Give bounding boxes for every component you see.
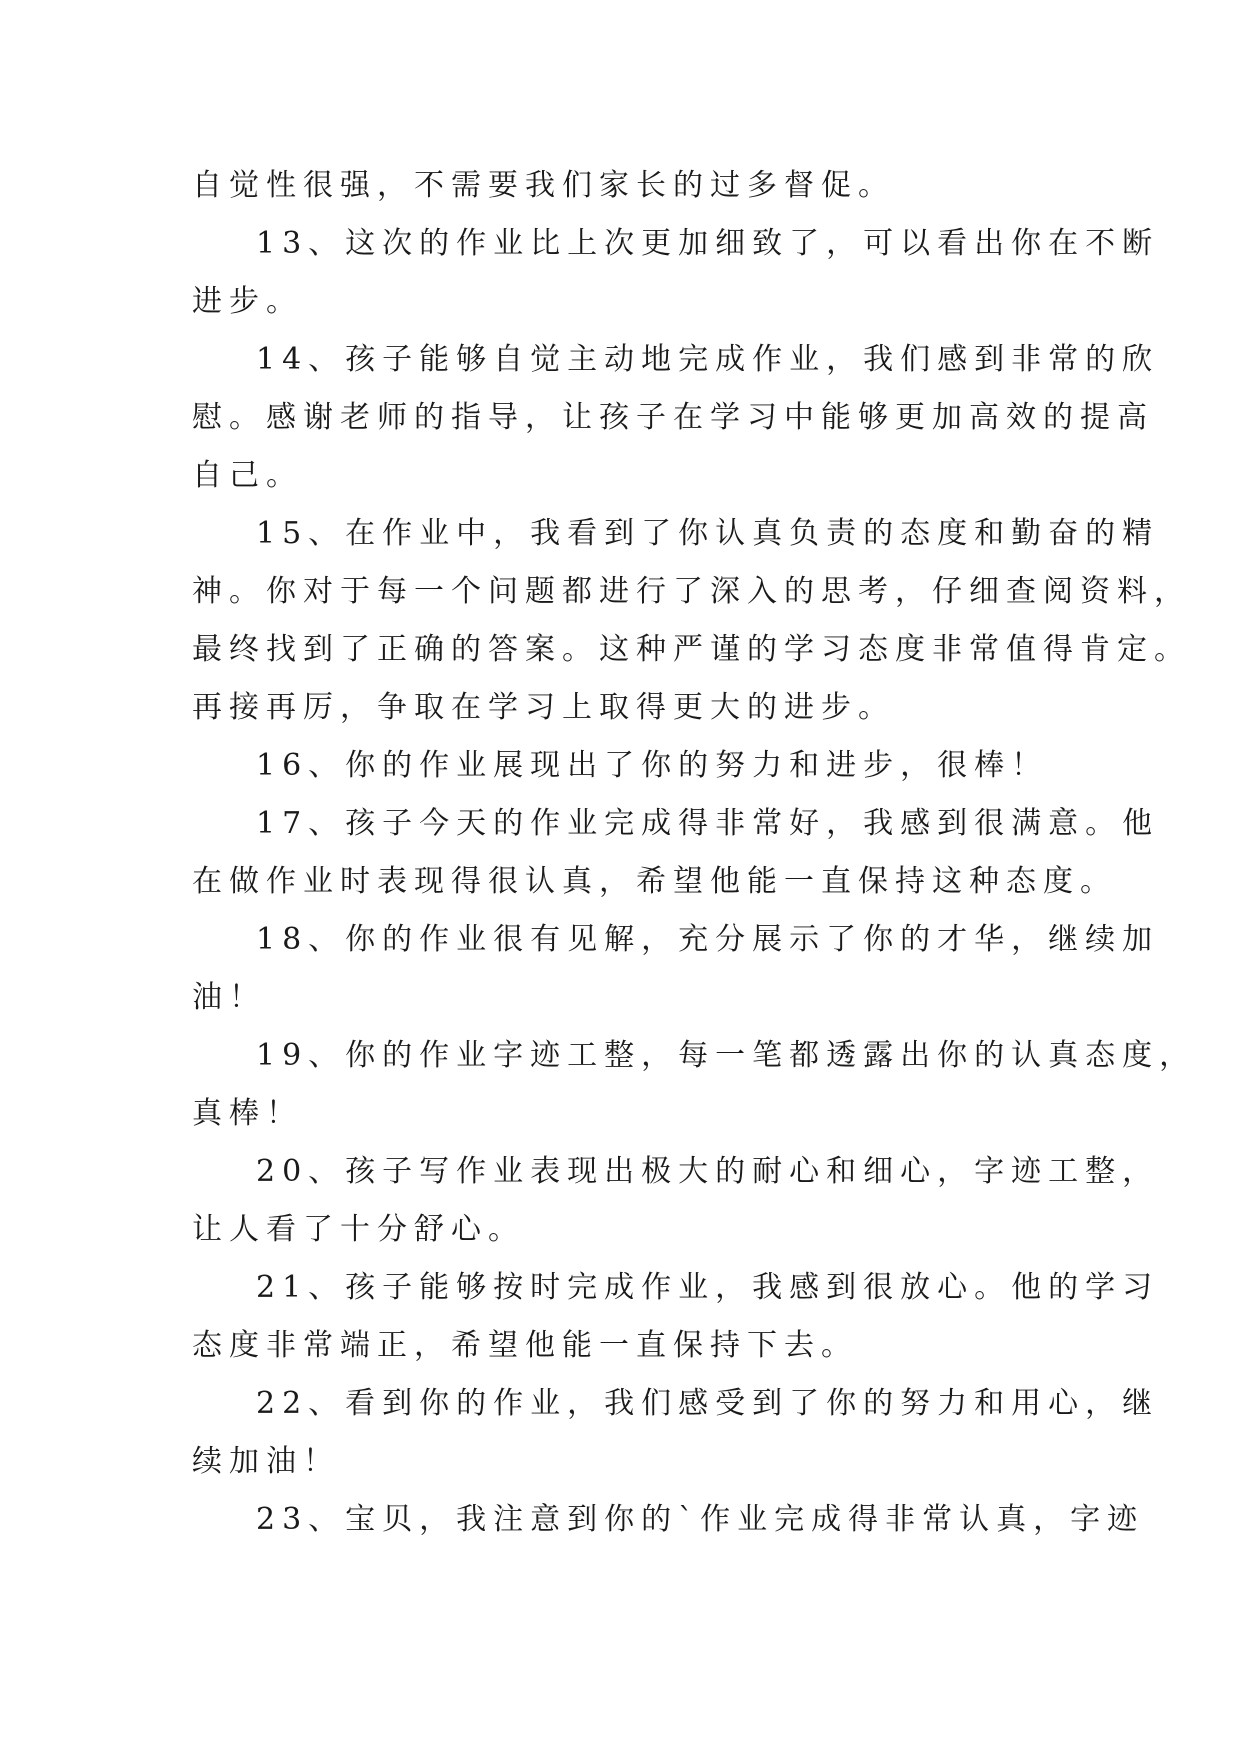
text-line: 续加油！ [192, 1444, 340, 1479]
text-line: 16、你的作业展现出了你的努力和进步，很棒！ [256, 748, 1049, 783]
text-line: 23、宝贝，我注意到你的`作业完成得非常认真，字迹 [256, 1502, 1145, 1537]
text-line: 自觉性很强，不需要我们家长的过多督促。 [192, 168, 895, 203]
text-line: 自己。 [192, 458, 303, 493]
text-line: 进步。 [192, 284, 303, 319]
text-line: 21、孩子能够按时完成作业，我感到很放心。他的学习 [256, 1270, 1160, 1305]
text-line: 17、孩子今天的作业完成得非常好，我感到很满意。他 [256, 806, 1160, 841]
text-line: 15、在作业中，我看到了你认真负责的态度和勤奋的精 [256, 516, 1160, 551]
text-line: 18、你的作业很有见解，充分展示了你的才华，继续加 [256, 922, 1160, 957]
text-line: 油！ [192, 980, 266, 1015]
text-line: 让人看了十分舒心。 [192, 1212, 525, 1247]
text-line: 19、你的作业字迹工整，每一笔都透露出你的认真态度， [256, 1038, 1197, 1073]
text-line: 最终找到了正确的答案。这种严谨的学习态度非常值得肯定。 [192, 632, 1191, 667]
text-line: 态度非常端正，希望他能一直保持下去。 [192, 1328, 858, 1363]
text-line: 再接再厉，争取在学习上取得更大的进步。 [192, 690, 895, 725]
text-line: 13、这次的作业比上次更加细致了，可以看出你在不断 [256, 226, 1160, 261]
text-line: 14、孩子能够自觉主动地完成作业，我们感到非常的欣 [256, 342, 1160, 377]
text-line: 真棒！ [192, 1096, 303, 1131]
text-line: 在做作业时表现得很认真，希望他能一直保持这种态度。 [192, 864, 1117, 899]
text-line: 20、孩子写作业表现出极大的耐心和细心，字迹工整， [256, 1154, 1160, 1189]
text-line: 神。你对于每一个问题都进行了深入的思考，仔细查阅资料， [192, 574, 1191, 609]
text-line: 22、看到你的作业，我们感受到了你的努力和用心，继 [256, 1386, 1160, 1421]
text-line: 慰。感谢老师的指导，让孩子在学习中能够更加高效的提高 [192, 400, 1154, 435]
